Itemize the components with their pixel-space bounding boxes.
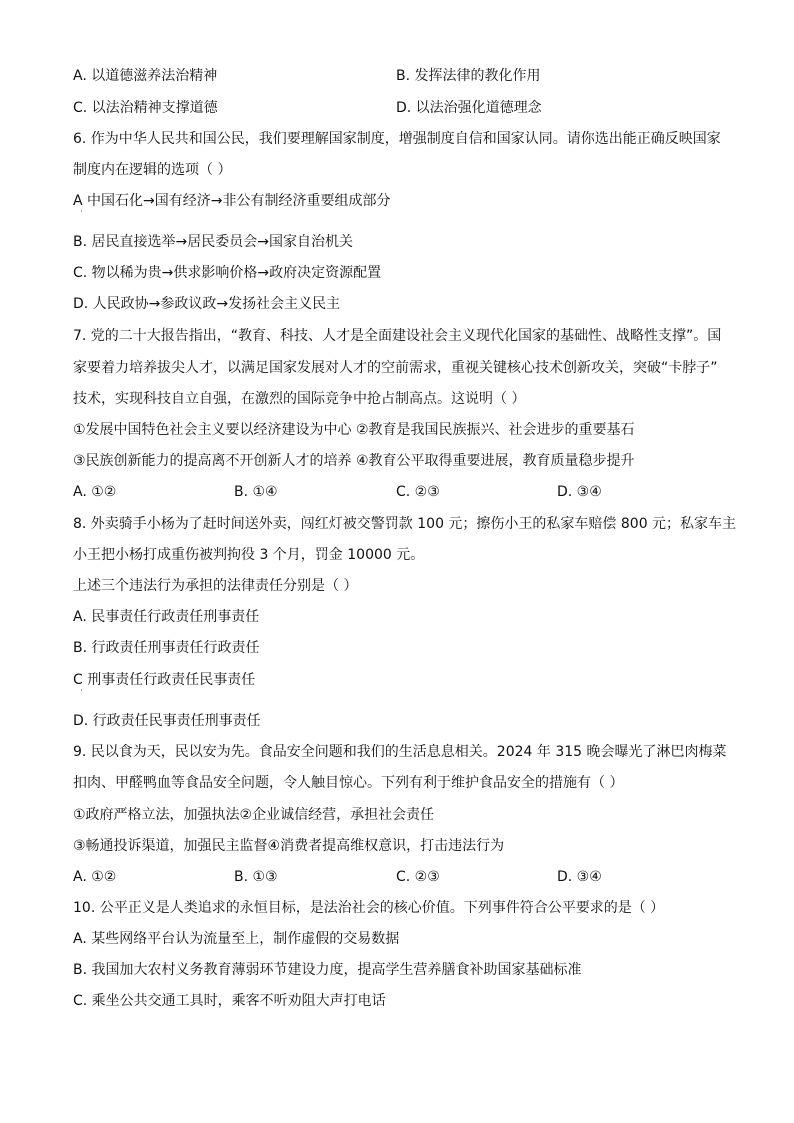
q8-option-b: B. 行政责任刑事责任行政责任 — [73, 640, 260, 656]
q7-stem-line3: 技术，实现科技自立自强，在激烈的国际竞争中抢占制高点。这说明（ ） — [73, 391, 526, 407]
q7-option-c: C. ②③ — [396, 484, 440, 500]
q8-option-c: C 刑事责任行政责任民事责任 — [73, 672, 256, 688]
q8-option-a: A. 民事责任行政责任刑事责任 — [73, 609, 260, 625]
q7-items-3-4: ③民族创新能力的提高离不开创新人才的培养 ④教育公平取得重要进展，教育质量稳步提升 — [73, 453, 635, 469]
q6-option-b: B. 居民直接选举→居民委员会→国家自治机关 — [73, 234, 353, 250]
q8-option-d: D. 行政责任民事责任刑事责任 — [73, 713, 261, 729]
q6-stem-line1: 6. 作为中华人民共和国公民，我们要理解国家制度，增强制度自信和国家认同。请你选出能正确反映国家 — [73, 131, 721, 147]
q6-option-a: A 中国石化→国有经济→非公有制经济重要组成部分 — [73, 193, 391, 209]
q9-stem-line2: 扣肉、甲醛鸭血等食品安全问题，令人触目惊心。下列有利于维护食品安全的措施有（ ） — [73, 775, 624, 791]
q10-stem: 10. 公平正义是人类追求的永恒目标，是法治社会的核心价值。下列事件符合公平要求的是（ ） — [73, 900, 665, 916]
dot-mark: · — [80, 207, 83, 217]
q8-stem-line2: 小王把小杨打成重伤被判拘役 3 个月，罚金 10000 元。 — [73, 547, 425, 563]
q8-stem-line1: 8. 外卖骑手小杨为了赶时间送外卖，闯红灯被交警罚款 100 元；擦伤小王的私家车赔偿 800 元；私家车主 — [73, 516, 737, 532]
q10-option-a: A. 某些网络平台认为流量至上，制作虚假的交易数据 — [73, 931, 400, 947]
q9-option-b: B. ①③ — [234, 869, 278, 885]
q9-items-1-2: ①政府严格立法，加强执法②企业诚信经营，承担社会责任 — [73, 807, 435, 823]
q5-option-d: D. 以法治强化道德理念 — [396, 100, 542, 116]
dot-mark: · — [80, 686, 83, 696]
q7-items-1-2: ①发展中国特色社会主义要以经济建设为中心 ②教育是我国民族振兴、社会进步的重要基石 — [73, 422, 635, 438]
q9-option-d: D. ③④ — [557, 869, 602, 885]
q7-option-b: B. ①④ — [234, 484, 278, 500]
q6-option-d: D. 人民政协→参政议政→发扬社会主义民主 — [73, 296, 341, 312]
q7-stem-line1: 7. 党的二十大报告指出，“教育、科技、人才是全面建设社会主义现代化国家的基础性、战略性支撑”。国 — [73, 328, 722, 344]
q7-option-d: D. ③④ — [557, 484, 602, 500]
q7-stem-line2: 家要着力培养拔尖人才，以满足国家发展对人才的空前需求，重视关键核心技术创新攻关，突破“卡脖子” — [73, 360, 718, 376]
q10-option-b: B. 我国加大农村义务教育薄弱环节建设力度，提高学生营养膳食补助国家基础标准 — [73, 962, 582, 978]
q5-option-a: A. 以道德滋养法治精神 — [73, 68, 218, 84]
q5-option-c: C. 以法治精神支撑道德 — [73, 100, 218, 116]
q5-option-b: B. 发挥法律的教化作用 — [396, 68, 541, 84]
q6-option-c: C. 物以稀为贵→供求影响价格→政府决定资源配置 — [73, 265, 382, 281]
q9-option-a: A. ①② — [73, 869, 117, 885]
q9-option-c: C. ②③ — [396, 869, 440, 885]
q10-option-c: C. 乘坐公共交通工具时，乘客不听劝阻大声打电话 — [73, 993, 386, 1009]
q8-stem-line3: 上述三个违法行为承担的法律责任分别是（ ） — [73, 578, 358, 594]
q7-option-a: A. ①② — [73, 484, 117, 500]
q9-items-3-4: ③畅通投诉渠道，加强民主监督④消费者提高维权意识，打击违法行为 — [73, 838, 505, 854]
q9-stem-line1: 9. 民以食为天，民以安为先。食品安全问题和我们的生活息息相关。2024 年 315 晚会曝光了淋巴肉梅菜 — [73, 744, 727, 760]
q6-stem-line2: 制度内在逻辑的选项（ ） — [73, 162, 232, 178]
